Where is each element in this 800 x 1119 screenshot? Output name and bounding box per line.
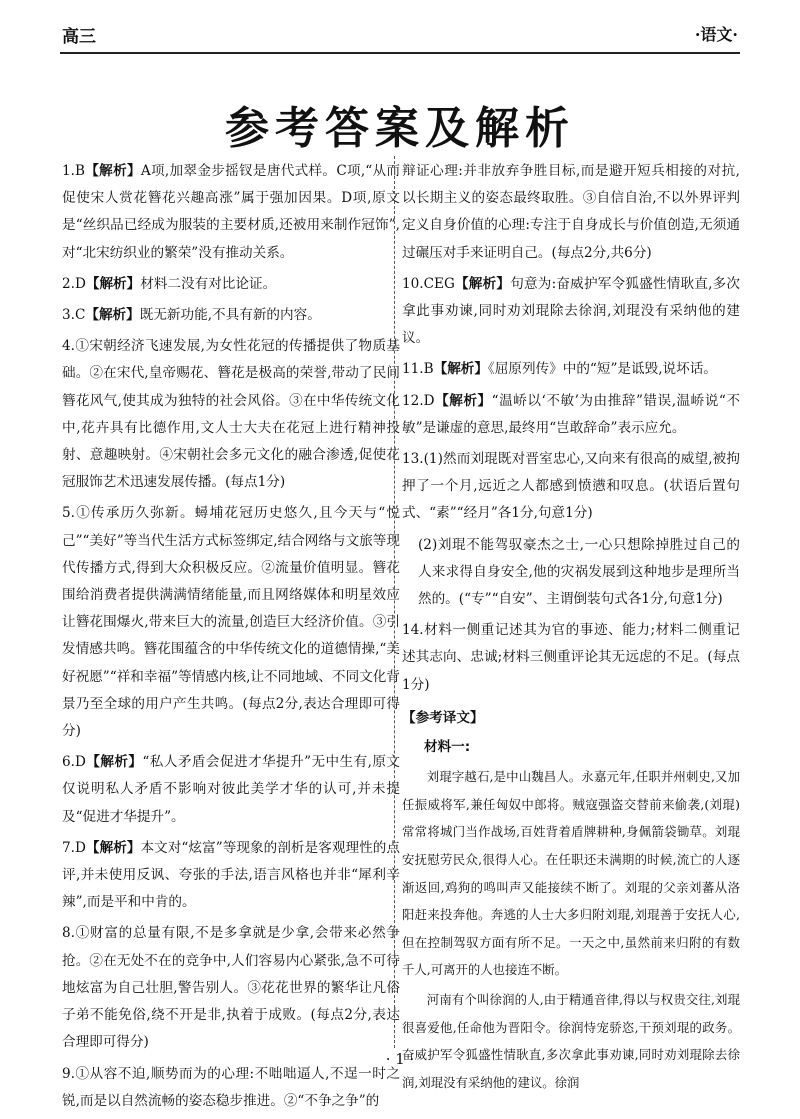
item-text: ①财富的总量有限,不是多拿就是少拿,会带来必然争抢。②在无处不在的竞争中,人们容易内心紧张,急不可待地炫富为自己壮胆,警告别人。③花花世界的繁华让凡俗子弟不能免俗,绕不开是非,执着于成败。(每点2分,表达合理即可得分) bbox=[62, 925, 400, 1051]
item-number: 1.B bbox=[62, 163, 85, 179]
item-number: 3.C bbox=[62, 307, 86, 324]
left-answer-item bbox=[62, 333, 400, 496]
item-text: 材料二没有对比论证。 bbox=[140, 275, 277, 292]
right-items bbox=[402, 158, 740, 528]
translation-paragraph-2: 河南有个叫徐润的人,由于精通音律,得以与权贵交往,刘琨很喜爱他,任命他为晋阳令。徐润恃宠骄恣,干预刘琨的政务。奋威护军令狐盛性情耿直,多次拿此事劝谏,同时劝刘琨除去徐润,刘琨没有采纳他的建议。徐润 bbox=[402, 992, 740, 1090]
page-number: · 1 · bbox=[385, 1050, 415, 1068]
analysis-tag: 【解析】 bbox=[85, 307, 140, 324]
left-column bbox=[62, 158, 400, 1119]
right-answer-item bbox=[402, 446, 740, 528]
item-number: 5. bbox=[62, 505, 75, 522]
right-answer-item bbox=[402, 158, 740, 267]
right-answer-item bbox=[402, 388, 740, 442]
item-text: A项,加翠金步摇钗是唐代式样。C项,“从而促使宋人赏花簪花兴趣高涨”属于强加因果。D项,原文是“丝织品已经成为服装的主要材质,还被用来制作冠饰”,对“北宋纺织业的繁荣”没有推动关系。 bbox=[62, 163, 400, 261]
grade-label: 高三 bbox=[62, 27, 96, 47]
item-number: 10.CEG bbox=[402, 275, 455, 292]
item-number: 12.D bbox=[402, 392, 435, 409]
item-number: 14. bbox=[402, 622, 424, 639]
item-text: 辩证心理:并非放弃争胜目标,而是避开短兵相接的对抗,以长期主义的姿态最终取胜。③自信自治,不以外界评判定义自身价值的心理:专注于自身成长与价值创造,无须通过碾压对手来证明自己。(每点2分,共6分) bbox=[402, 163, 740, 261]
item-text: ①宋朝经济飞速发展,为女性花冠的传播提供了物质基础。②在宋代,皇帝赐花、簪花是极高的荣誉,带动了民间簪花风气,使其成为独特的社会风俗。③在中华传统文化中,花卉具有比德作用,文人士大夫在花冠上进行精神投射、意趣映射。④宋朝社会多元文化的融合渗透,促使花冠服饰艺术迅速发展传播。(每点1分) bbox=[62, 338, 400, 491]
item-number: 2.D bbox=[62, 275, 86, 292]
analysis-tag: 【解析】 bbox=[85, 839, 141, 856]
item-text: ①从容不迫,顺势而为的心理:不咄咄逼人,不逞一时之锐,而是以自然流畅的姿态稳步推进。②“不争之争”的 bbox=[62, 1065, 400, 1109]
item-number: 8. bbox=[62, 925, 75, 942]
left-answer-item bbox=[62, 749, 400, 831]
item-text: 句意为:奋威护军令狐盛性情耿直,多次拿此事劝谏,同时劝刘琨除去徐润,刘琨没有采纳他的建议。 bbox=[402, 275, 741, 347]
left-answer-item bbox=[62, 835, 400, 917]
column-divider bbox=[394, 156, 395, 1048]
left-answer-item bbox=[62, 1061, 400, 1115]
right-column bbox=[402, 158, 740, 1098]
right-answer-item bbox=[402, 356, 740, 383]
translation-paragraph-1: 刘琨字越石,是中山魏昌人。永嘉元年,任职并州刺史,又加任振威将军,兼任匈奴中郎将。贼寇强盗交替前来偷袭,(刘琨)常常将城门当作战场,百姓背着盾牌耕种,身佩箭袋锄草。刘琨安抚慰劳民众,很得人心。在任职还未满期的时候,流亡的人逐渐返回,鸡狗的鸣叫声又能接续不断了。刘琨的父亲刘蕃从洛阳赶来投奔他。奔逃的人士大多归附刘琨,刘琨善于安抚人心,但在控制驾驭方面有所不足。一天之中,虽然前来归附的有数千人,可离开的人也接连不断。 bbox=[402, 769, 740, 978]
item-number: 13. bbox=[402, 451, 424, 468]
analysis-tag: 【解析】 bbox=[85, 275, 141, 292]
subject-label: ·语文· bbox=[694, 25, 738, 44]
item-text: 既无新功能,不具有新的内容。 bbox=[139, 307, 321, 324]
left-answer-item bbox=[62, 302, 400, 329]
item-text: 本文对“炫富”等现象的剖析是客观理性的点评,并未使用反讽、夸张的手法,语言风格也并非“犀利辛辣”,而是平和中肯的。 bbox=[62, 839, 401, 911]
left-answer-item bbox=[62, 920, 400, 1056]
item-text: “私人矛盾会促进才华提升”无中生有,原文仅说明私人矛盾不影响对彼此美学才华的认可,并未提及“促进才华提升”。 bbox=[62, 754, 400, 825]
item-number: 11.B bbox=[402, 361, 434, 378]
item-text: ①传承历久弥新。蟳埔花冠历史悠久,且今天与“悦己”“美好”等当代生活方式标签绑定,结合网络与文旅等现代传播方式,得到大众积极反应。②流量价值明显。簪花围给消费者提供满满情绪能量,而且网络媒体和明星效应让簪花围爆火,带来巨大的流量,创造巨大经济价值。③引发情感共鸣。簪花围蕴含的中华传统文化的道德情操,“美好祝愿”“祥和幸福”等情感内核,让不同地域、不同文化背景乃至全球的用户产生共鸣。(每点2分,表达合理即可得分) bbox=[62, 505, 400, 740]
left-answer-item bbox=[62, 500, 400, 745]
header-rule bbox=[60, 52, 740, 54]
item-text: “温峤以‘不敏’为由推辞”错误,温峤说“不敏”是谦虚的意思,最终用“岂敢辞命”表示应允。 bbox=[402, 392, 741, 436]
right-answer-item bbox=[402, 271, 740, 353]
item-text: 材料一侧重记述其为官的事迹、能力;材料二侧重记述其志向、忠诚;材料三侧重评论其无远虑的不足。(每点1分) bbox=[402, 622, 740, 693]
item-number: 7.D bbox=[62, 839, 86, 856]
page-title: 参考答案及解析 bbox=[225, 103, 575, 154]
item-number: 4. bbox=[62, 338, 75, 355]
analysis-tag: 【解析】 bbox=[454, 275, 511, 292]
item-text: 《屈原列传》中的“短”是诋毁,说坏话。 bbox=[487, 361, 717, 378]
left-answer-item bbox=[62, 271, 400, 298]
item-number: 9. bbox=[62, 1065, 75, 1082]
item-13-part-2: (2)刘琨不能驾驭豪杰之士,一心只想除掉胜过自己的人来求得自身安全,他的灾祸发展到这种地步是理所当然的。(“专”“自安”、主谓倒装句式各1分,句意1分) bbox=[418, 536, 740, 608]
item-text: (1)然而刘琨既对晋室忠心,又向来有很高的威望,被拘押了一个月,远近之人都感到愤懑和叹息。(状语后置句式、“素”“经月”各1分,句意1分) bbox=[402, 451, 740, 522]
reference-translation-heading: 【参考译文】 bbox=[402, 709, 484, 726]
analysis-tag: 【解析】 bbox=[84, 163, 141, 179]
left-answer-item bbox=[62, 158, 400, 267]
item-number: 6.D bbox=[62, 754, 86, 771]
analysis-tag: 【解析】 bbox=[434, 392, 492, 409]
answer-item-14 bbox=[402, 617, 740, 699]
analysis-tag: 【解析】 bbox=[85, 754, 143, 771]
material-one-title: 材料一: bbox=[424, 739, 471, 756]
analysis-tag: 【解析】 bbox=[433, 361, 488, 378]
